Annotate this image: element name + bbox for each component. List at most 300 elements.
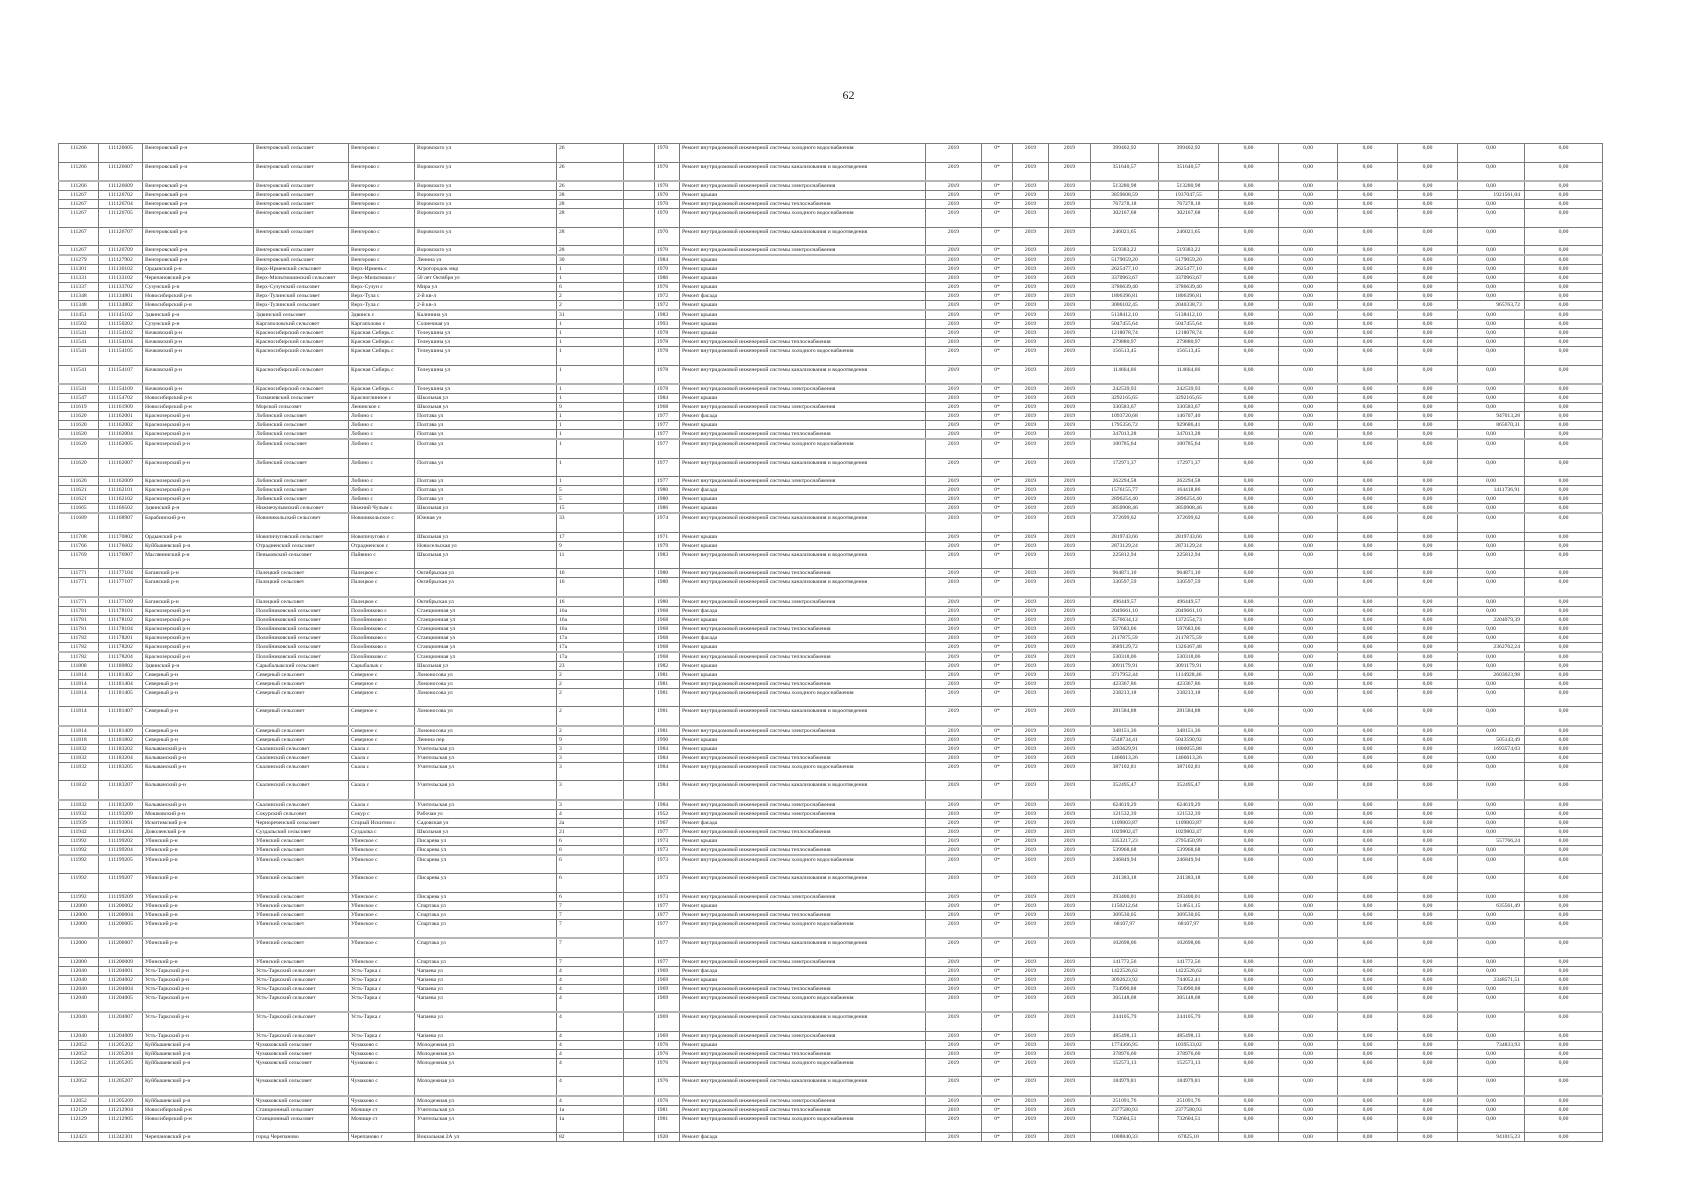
table-row	[59, 679, 1603, 688]
object-code-cell: 111178104	[99, 624, 143, 633]
work-type-cell: Ремонт внутридомовой инженерной системы теплоснабжения	[680, 430, 926, 440]
flag-cell: 0*	[982, 827, 1013, 836]
start-year-cell: 2019	[1013, 993, 1049, 1012]
blank-cell	[624, 781, 655, 800]
house-number-cell: 11	[557, 550, 624, 569]
district-cell: Венгеровский р-н	[143, 227, 254, 246]
funded-cost-cell: 3091179,91	[1159, 661, 1219, 670]
blank-cell	[624, 1058, 655, 1077]
object-code-cell: 111199205	[99, 855, 143, 874]
work-type-cell: Ремонт внутридомовой инженерной системы электроснабжения	[680, 384, 926, 394]
house-id-cell: 111348	[59, 292, 99, 301]
end-year-cell: 2019	[1049, 430, 1091, 440]
end-year-cell: 2019	[1049, 403, 1091, 412]
street-cell: Полтава ул	[415, 477, 557, 486]
table-row	[59, 394, 1603, 403]
build-year-cell: 1969	[655, 984, 680, 993]
locality-cell: Чумаково с	[349, 1096, 415, 1106]
zero-2-cell: 0,00	[1279, 735, 1338, 744]
end-year-cell: 2019	[1049, 597, 1091, 607]
total-cost-cell: 732604,51	[1091, 1114, 1159, 1133]
plan-year-cell: 2019	[926, 209, 982, 228]
house-number-cell: 4	[557, 1058, 624, 1077]
work-type-cell: Ремонт крыши	[680, 1040, 926, 1049]
zero-4-cell: 0,00	[1398, 892, 1458, 901]
zero-5-cell: 0,00	[1525, 938, 1603, 957]
total-cost-cell: 330597,59	[1091, 578, 1159, 597]
object-code-cell: 111183204	[99, 753, 143, 762]
funded-cost-cell: 5179059,20	[1159, 255, 1219, 265]
object-code-cell: 111183205	[99, 762, 143, 781]
build-year-cell: 1980	[655, 495, 680, 504]
zero-4-cell: 0,00	[1398, 957, 1458, 966]
locality-cell: Сокур с	[349, 809, 415, 818]
other-funds-cell: 505143,49	[1458, 735, 1525, 744]
street-cell: Воровского ул	[415, 200, 557, 209]
flag-cell: 0*	[982, 430, 1013, 440]
blank-cell	[624, 1096, 655, 1106]
zero-1-cell: 0,00	[1219, 633, 1279, 642]
flag-cell: 0*	[982, 910, 1013, 919]
build-year-cell: 1952	[655, 809, 680, 818]
zero-3-cell: 0,00	[1338, 1114, 1398, 1133]
zero-1-cell: 0,00	[1219, 578, 1279, 597]
funded-cost-cell: 351640,57	[1159, 162, 1219, 181]
zero-1-cell: 0,00	[1219, 550, 1279, 569]
flag-cell: 0*	[982, 661, 1013, 670]
work-type-cell: Ремонт внутридомовой инженерной системы канализования и водоотведения	[680, 578, 926, 597]
build-year-cell: 1980	[655, 597, 680, 607]
locality-cell: Северное с	[349, 735, 415, 744]
zero-3-cell: 0,00	[1338, 412, 1398, 421]
work-type-cell: Ремонт внутридомовой инженерной системы электроснабжения	[680, 892, 926, 901]
zero-4-cell: 0,00	[1398, 1012, 1458, 1031]
house-id-cell: 112129	[59, 1114, 99, 1133]
zero-1-cell: 0,00	[1219, 744, 1279, 753]
funded-cost-cell: 347013,28	[1159, 430, 1219, 440]
funded-cost-cell: 1109803,87	[1159, 818, 1219, 827]
district-cell: Здвинский р-н	[143, 661, 254, 670]
zero-3-cell: 0,00	[1338, 781, 1398, 800]
build-year-cell: 1976	[655, 1096, 680, 1106]
locality-cell: Лобино с	[349, 439, 415, 458]
street-cell: Солнечная ул	[415, 320, 557, 329]
end-year-cell: 2019	[1049, 338, 1091, 347]
blank-cell	[624, 679, 655, 688]
house-number-cell: 1	[557, 384, 624, 394]
flag-cell: 0*	[982, 624, 1013, 633]
total-cost-cell: 1466013,26	[1091, 753, 1159, 762]
district-cell: Краснозерский р-н	[143, 606, 254, 615]
funded-cost-cell: 513280,98	[1159, 181, 1219, 191]
total-cost-cell: 372699,62	[1091, 513, 1159, 532]
district-cell: Куйбышевский р-н	[143, 1096, 254, 1106]
build-year-cell: 1968	[655, 633, 680, 642]
total-cost-cell: 624619,29	[1091, 800, 1159, 810]
object-code-cell: 111200009	[99, 957, 143, 966]
funded-cost-cell: 2117875,59	[1159, 633, 1219, 642]
locality-cell: Сарыбалык с	[349, 661, 415, 670]
object-code-cell: 111178101	[99, 606, 143, 615]
street-cell: Калинина ул	[415, 310, 557, 320]
table-row	[59, 347, 1603, 366]
start-year-cell: 2019	[1013, 735, 1049, 744]
settlement-council-cell: Лобинский сельсовет	[254, 421, 349, 430]
district-cell: Баганский р-н	[143, 569, 254, 578]
start-year-cell: 2019	[1013, 421, 1049, 430]
table-row	[59, 1049, 1603, 1058]
plan-year-cell: 2019	[926, 919, 982, 938]
work-type-cell: Ремонт внутридомовой инженерной системы канализования и водоотведения	[680, 513, 926, 532]
funded-cost-cell: 348151,36	[1159, 726, 1219, 736]
house-number-cell: 17а	[557, 642, 624, 652]
street-cell: Станционная ул	[415, 624, 557, 633]
zero-5-cell: 0,00	[1525, 975, 1603, 984]
zero-4-cell: 0,00	[1398, 292, 1458, 301]
street-cell: Учительская ул	[415, 781, 557, 800]
zero-2-cell: 0,00	[1279, 1114, 1338, 1133]
street-cell: Школьная ул	[415, 394, 557, 403]
build-year-cell: 1970	[655, 209, 680, 228]
total-cost-cell: 3091179,91	[1091, 661, 1159, 670]
funded-cost-cell: 1422526,62	[1159, 966, 1219, 975]
object-code-cell: 111178204	[99, 652, 143, 662]
house-id-cell: 111781	[59, 606, 99, 615]
total-cost-cell: 1795356,72	[1091, 421, 1159, 430]
flag-cell: 0*	[982, 246, 1013, 256]
other-funds-cell: 0,00	[1458, 957, 1525, 966]
street-cell: Новосельская ул	[415, 541, 557, 550]
blank-cell	[624, 162, 655, 181]
zero-1-cell: 0,00	[1219, 246, 1279, 256]
blank-cell	[624, 606, 655, 615]
district-cell: Куйбышевский р-н	[143, 1058, 254, 1077]
zero-4-cell: 0,00	[1398, 781, 1458, 800]
blank-cell	[624, 403, 655, 412]
table-row	[59, 310, 1603, 320]
build-year-cell: 1970	[655, 265, 680, 274]
zero-4-cell: 0,00	[1398, 633, 1458, 642]
zero-2-cell: 0,00	[1279, 1049, 1338, 1058]
house-number-cell: 16	[557, 569, 624, 578]
flag-cell: 0*	[982, 532, 1013, 541]
house-id-cell: 111766	[59, 541, 99, 550]
plan-year-cell: 2019	[926, 365, 982, 384]
build-year-cell: 1984	[655, 781, 680, 800]
plan-year-cell: 2019	[926, 957, 982, 966]
work-type-cell: Ремонт внутридомовой инженерной системы электроснабжения	[680, 403, 926, 412]
plan-year-cell: 2019	[926, 550, 982, 569]
work-type-cell: Ремонт крыши	[680, 670, 926, 679]
funded-cost-cell: 225812,94	[1159, 550, 1219, 569]
table-row	[59, 477, 1603, 486]
funded-cost-cell: 597683,66	[1159, 624, 1219, 633]
settlement-council-cell: Усть-Таркский сельсовет	[254, 993, 349, 1012]
zero-2-cell: 0,00	[1279, 1031, 1338, 1040]
house-number-cell: 1а	[557, 1105, 624, 1114]
house-id-cell: 111502	[59, 320, 99, 329]
table-row	[59, 827, 1603, 836]
zero-4-cell: 0,00	[1398, 993, 1458, 1012]
flag-cell: 0*	[982, 800, 1013, 810]
blank-cell	[624, 227, 655, 246]
settlement-council-cell: Венгеровский сельсовет	[254, 144, 349, 163]
funded-cost-cell: 5138412,10	[1159, 310, 1219, 320]
street-cell: Спартака ул	[415, 901, 557, 910]
locality-cell: Усть-Тарка с	[349, 1012, 415, 1031]
street-cell: Чапаева ул	[415, 975, 557, 984]
funded-cost-cell: 141772,56	[1159, 957, 1219, 966]
build-year-cell: 1984	[655, 800, 680, 810]
build-year-cell: 1977	[655, 439, 680, 458]
settlement-council-cell: Убинский сельсовет	[254, 957, 349, 966]
flag-cell: 0*	[982, 283, 1013, 292]
other-funds-cell: 0,00	[1458, 329, 1525, 338]
blank-cell	[624, 966, 655, 975]
district-cell: Убинский р-н	[143, 892, 254, 901]
zero-4-cell: 0,00	[1398, 809, 1458, 818]
start-year-cell: 2019	[1013, 633, 1049, 642]
other-funds-cell: 0,00	[1458, 688, 1525, 707]
flag-cell: 0*	[982, 1031, 1013, 1040]
district-cell: Убинский р-н	[143, 836, 254, 845]
build-year-cell: 1980	[655, 486, 680, 495]
start-year-cell: 2019	[1013, 513, 1049, 532]
zero-1-cell: 0,00	[1219, 1058, 1279, 1077]
house-id-cell: 111814	[59, 679, 99, 688]
settlement-council-cell: Красносибирский сельсовет	[254, 384, 349, 394]
zero-2-cell: 0,00	[1279, 827, 1338, 836]
plan-year-cell: 2019	[926, 458, 982, 477]
start-year-cell: 2019	[1013, 938, 1049, 957]
zero-2-cell: 0,00	[1279, 845, 1338, 855]
table-row	[59, 910, 1603, 919]
street-cell: Ломоносова ул	[415, 688, 557, 707]
end-year-cell: 2019	[1049, 310, 1091, 320]
blank-cell	[624, 338, 655, 347]
start-year-cell: 2019	[1013, 495, 1049, 504]
table-row	[59, 365, 1603, 384]
zero-4-cell: 0,00	[1398, 919, 1458, 938]
table-row	[59, 624, 1603, 633]
settlement-council-cell: Венгеровский сельсовет	[254, 209, 349, 228]
end-year-cell: 2019	[1049, 827, 1091, 836]
table-row	[59, 200, 1603, 209]
zero-2-cell: 0,00	[1279, 753, 1338, 762]
work-type-cell: Ремонт крыши	[680, 615, 926, 624]
work-type-cell: Ремонт внутридомовой инженерной системы электроснабжения	[680, 726, 926, 736]
zero-3-cell: 0,00	[1338, 845, 1398, 855]
district-cell: Северный р-н	[143, 679, 254, 688]
start-year-cell: 2019	[1013, 384, 1049, 394]
other-funds-cell: 0,00	[1458, 984, 1525, 993]
house-number-cell: 6	[557, 845, 624, 855]
house-id-cell: 111771	[59, 569, 99, 578]
flag-cell: 0*	[982, 938, 1013, 957]
build-year-cell: 1968	[655, 403, 680, 412]
zero-5-cell: 0,00	[1525, 477, 1603, 486]
total-cost-cell: 496449,57	[1091, 597, 1159, 607]
locality-cell: Черепаново г	[349, 1133, 415, 1142]
other-funds-cell: 0,00	[1458, 633, 1525, 642]
end-year-cell: 2019	[1049, 458, 1091, 477]
locality-cell: Венгерово с	[349, 227, 415, 246]
zero-4-cell: 0,00	[1398, 938, 1458, 957]
settlement-council-cell: Новоникольский сельсовет	[254, 513, 349, 532]
funded-cost-cell: 309530,05	[1159, 910, 1219, 919]
plan-year-cell: 2019	[926, 809, 982, 818]
work-type-cell: Ремонт фасада	[680, 292, 926, 301]
house-number-cell: 17а	[557, 633, 624, 642]
end-year-cell: 2019	[1049, 938, 1091, 957]
object-code-cell: 111199202	[99, 836, 143, 845]
object-code-cell: 111204004	[99, 984, 143, 993]
plan-year-cell: 2019	[926, 753, 982, 762]
end-year-cell: 2019	[1049, 919, 1091, 938]
plan-year-cell: 2019	[926, 541, 982, 550]
plan-year-cell: 2019	[926, 1012, 982, 1031]
total-cost-cell: 2873129,24	[1091, 541, 1159, 550]
flag-cell: 0*	[982, 394, 1013, 403]
zero-1-cell: 0,00	[1219, 652, 1279, 662]
funded-cost-cell: 114664,66	[1159, 365, 1219, 384]
other-funds-cell: 0,00	[1458, 430, 1525, 440]
total-cost-cell: 3717952,44	[1091, 670, 1159, 679]
table-row	[59, 809, 1603, 818]
house-id-cell: 111451	[59, 310, 99, 320]
street-cell: Рабочая ул	[415, 809, 557, 818]
house-number-cell: 4	[557, 993, 624, 1012]
street-cell: Писарева ул	[415, 874, 557, 893]
plan-year-cell: 2019	[926, 162, 982, 181]
work-type-cell: Ремонт внутридомовой инженерной системы электроснабжения	[680, 477, 926, 486]
blank-cell	[624, 301, 655, 311]
house-id-cell: 112052	[59, 1077, 99, 1096]
end-year-cell: 2019	[1049, 670, 1091, 679]
settlement-council-cell: Венгеровский сельсовет	[254, 181, 349, 191]
total-cost-cell: 1218078,74	[1091, 329, 1159, 338]
settlement-council-cell: Нижнечулымский сельсовет	[254, 504, 349, 514]
work-type-cell: Ремонт внутридомовой инженерной системы теплоснабжения	[680, 679, 926, 688]
house-id-cell: 111832	[59, 753, 99, 762]
zero-5-cell: 0,00	[1525, 1133, 1603, 1142]
plan-year-cell: 2019	[926, 578, 982, 597]
blank-cell	[624, 688, 655, 707]
start-year-cell: 2019	[1013, 624, 1049, 633]
house-id-cell: 111818	[59, 735, 99, 744]
work-type-cell: Ремонт внутридомовой инженерной системы канализования и водоотведения	[680, 162, 926, 181]
zero-5-cell: 0,00	[1525, 394, 1603, 403]
total-cost-cell: 5548734,41	[1091, 735, 1159, 744]
street-cell: Воровского ул	[415, 144, 557, 163]
build-year-cell: 1977	[655, 430, 680, 440]
object-code-cell: 111161909	[99, 403, 143, 412]
table-row	[59, 292, 1603, 301]
total-cost-cell: 100785,64	[1091, 439, 1159, 458]
start-year-cell: 2019	[1013, 984, 1049, 993]
zero-2-cell: 0,00	[1279, 384, 1338, 394]
zero-3-cell: 0,00	[1338, 1133, 1398, 1142]
end-year-cell: 2019	[1049, 1105, 1091, 1114]
zero-5-cell: 0,00	[1525, 181, 1603, 191]
end-year-cell: 2019	[1049, 365, 1091, 384]
locality-cell: Скала с	[349, 753, 415, 762]
plan-year-cell: 2019	[926, 1096, 982, 1106]
zero-2-cell: 0,00	[1279, 726, 1338, 736]
zero-3-cell: 0,00	[1338, 301, 1398, 311]
funded-cost-cell: 1800055,88	[1159, 744, 1219, 753]
plan-year-cell: 2019	[926, 1077, 982, 1096]
house-number-cell: 26	[557, 144, 624, 163]
build-year-cell: 1972	[655, 301, 680, 311]
zero-5-cell: 0,00	[1525, 827, 1603, 836]
zero-2-cell: 0,00	[1279, 1058, 1338, 1077]
funded-cost-cell: 519383,22	[1159, 246, 1219, 256]
zero-4-cell: 0,00	[1398, 209, 1458, 228]
start-year-cell: 2019	[1013, 615, 1049, 624]
total-cost-cell: 68107,97	[1091, 919, 1159, 938]
zero-2-cell: 0,00	[1279, 504, 1338, 514]
object-code-cell: 111126704	[99, 200, 143, 209]
zero-2-cell: 0,00	[1279, 209, 1338, 228]
blank-cell	[624, 394, 655, 403]
plan-year-cell: 2019	[926, 255, 982, 265]
other-funds-cell: 0,00	[1458, 753, 1525, 762]
plan-year-cell: 2019	[926, 403, 982, 412]
blank-cell	[624, 1031, 655, 1040]
end-year-cell: 2019	[1049, 966, 1091, 975]
locality-cell: Палецкое с	[349, 569, 415, 578]
work-type-cell: Ремонт фасада	[680, 606, 926, 615]
work-type-cell: Ремонт внутридомовой инженерной системы теплоснабжения	[680, 984, 926, 993]
settlement-council-cell: Лобинский сельсовет	[254, 458, 349, 477]
house-number-cell: 3	[557, 762, 624, 781]
zero-5-cell: 0,00	[1525, 874, 1603, 893]
work-type-cell: Ремонт фасада	[680, 1133, 926, 1142]
zero-1-cell: 0,00	[1219, 688, 1279, 707]
zero-5-cell: 0,00	[1525, 1058, 1603, 1077]
other-funds-cell: 0,00	[1458, 661, 1525, 670]
object-code-cell: 111242301	[99, 1133, 143, 1142]
start-year-cell: 2019	[1013, 412, 1049, 421]
build-year-cell: 1990	[655, 735, 680, 744]
zero-2-cell: 0,00	[1279, 439, 1338, 458]
flag-cell: 0*	[982, 310, 1013, 320]
zero-1-cell: 0,00	[1219, 181, 1279, 191]
plan-year-cell: 2019	[926, 274, 982, 283]
object-code-cell: 111162002	[99, 421, 143, 430]
house-id-cell: 111689	[59, 513, 99, 532]
locality-cell: Усть-Тарка с	[349, 984, 415, 993]
total-cost-cell: 1422526,62	[1091, 966, 1159, 975]
funded-cost-cell: 964871,10	[1159, 569, 1219, 578]
house-number-cell: 31	[557, 310, 624, 320]
zero-2-cell: 0,00	[1279, 938, 1338, 957]
locality-cell: Красная Сибирь с	[349, 384, 415, 394]
zero-3-cell: 0,00	[1338, 661, 1398, 670]
settlement-council-cell: Суздальский сельсовет	[254, 827, 349, 836]
funded-cost-cell: 2795450,99	[1159, 836, 1219, 845]
house-id-cell: 111992	[59, 874, 99, 893]
locality-cell: Венгерово с	[349, 162, 415, 181]
plan-year-cell: 2019	[926, 679, 982, 688]
street-cell: Спартака ул	[415, 910, 557, 919]
plan-year-cell: 2019	[926, 329, 982, 338]
blank-cell	[624, 753, 655, 762]
build-year-cell: 1981	[655, 679, 680, 688]
work-type-cell: Ремонт крыши	[680, 301, 926, 311]
zero-3-cell: 0,00	[1338, 1058, 1398, 1077]
